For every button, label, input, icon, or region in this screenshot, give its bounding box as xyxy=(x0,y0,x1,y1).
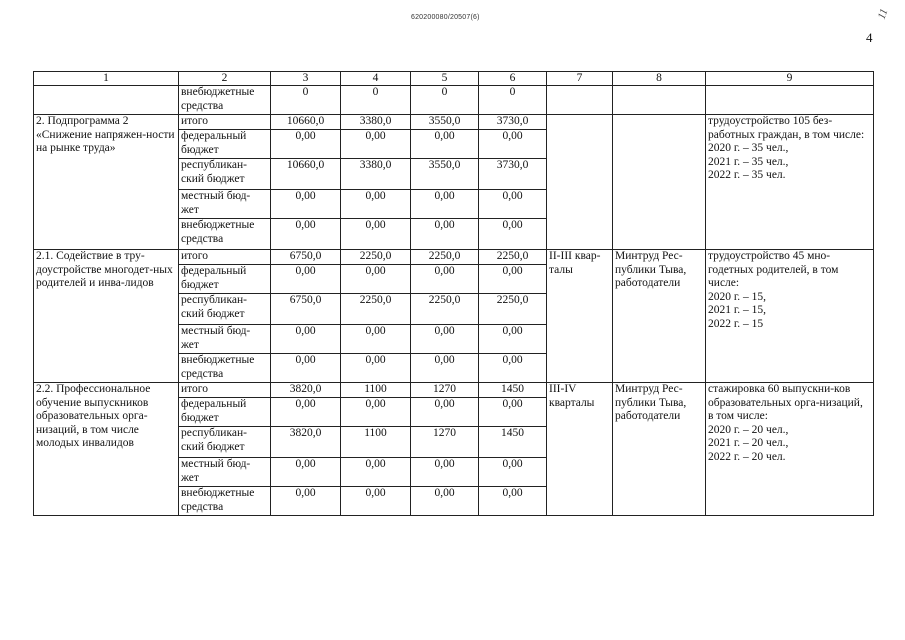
page-number: 4 xyxy=(866,30,873,45)
result-line: 2021 г. – 15, xyxy=(708,304,767,316)
period-cell xyxy=(547,115,613,250)
value-cell: 1450 xyxy=(479,427,547,458)
col-header: 7 xyxy=(547,72,613,86)
value-cell: 0,00 xyxy=(411,398,479,427)
value-cell: 6750,0 xyxy=(271,294,341,325)
value-cell: 3820,0 xyxy=(271,427,341,458)
program-funding-table xyxy=(33,71,874,516)
value-cell: 3380,0 xyxy=(341,159,411,190)
result-line: 2021 г. – 35 чел., xyxy=(708,155,789,168)
value-cell: 0,00 xyxy=(271,398,341,427)
table-row xyxy=(34,250,874,265)
value-cell: 2250,0 xyxy=(341,294,411,325)
document-id: 620200080/20507(6) xyxy=(411,14,480,21)
result-line: 2022 г. – 35 чел. xyxy=(708,169,786,181)
value-cell: 2250,0 xyxy=(479,250,547,265)
empty-cell xyxy=(547,86,613,115)
period-cell: III-IV кварталы xyxy=(547,383,613,516)
value-cell: 1270 xyxy=(411,383,479,398)
funding-source: местный бюд-жет xyxy=(179,325,271,354)
value-cell: 0,00 xyxy=(411,130,479,159)
value-cell: 0,00 xyxy=(411,487,479,516)
col-header: 3 xyxy=(271,72,341,86)
value-cell: 0,00 xyxy=(341,219,411,250)
value-cell: 0,00 xyxy=(479,458,547,487)
funding-source: итого xyxy=(179,250,271,265)
responsible-cell: Минтруд Рес-публики Тыва, работодатели xyxy=(613,383,706,516)
column-number-row xyxy=(34,72,874,86)
expected-result xyxy=(706,115,874,250)
value-cell: 0,00 xyxy=(271,219,341,250)
value-cell: 2250,0 xyxy=(411,250,479,265)
result-line: 2022 г. – 15 xyxy=(708,317,764,330)
value-cell: 0,00 xyxy=(341,354,411,383)
value-cell: 1270 xyxy=(411,427,479,458)
value-cell: 0,00 xyxy=(341,130,411,159)
value-cell: 6750,0 xyxy=(271,250,341,265)
value-cell: 0,00 xyxy=(341,458,411,487)
value-cell: 0,00 xyxy=(479,190,547,219)
value-cell: 0,00 xyxy=(341,190,411,219)
value-cell: 3820,0 xyxy=(271,383,341,398)
value-cell: 0,00 xyxy=(479,325,547,354)
value-cell: 3730,0 xyxy=(479,159,547,190)
funding-source: республикан-ский бюджет xyxy=(179,159,271,190)
value-cell: 0 xyxy=(479,86,547,115)
measure-name: 2.2. Профессиональное обучение выпускников образовательных орга-низаций, в том числе молодых инвалидов xyxy=(34,383,179,516)
value-cell: 0,00 xyxy=(411,190,479,219)
value-cell: 0,00 xyxy=(341,398,411,427)
value-cell: 0,00 xyxy=(479,219,547,250)
value-cell: 0,00 xyxy=(271,325,341,354)
funding-source: республикан-ский бюджет xyxy=(179,294,271,325)
funding-source: внебюджетные средства xyxy=(179,487,271,516)
funding-source: федеральный бюджет xyxy=(179,265,271,294)
value-cell: 10660,0 xyxy=(271,159,341,190)
value-cell: 0,00 xyxy=(271,265,341,294)
funding-source: местный бюд-жет xyxy=(179,190,271,219)
empty-cell xyxy=(706,86,874,115)
value-cell: 0,00 xyxy=(479,398,547,427)
value-cell: 3730,0 xyxy=(479,115,547,130)
value-cell: 0,00 xyxy=(271,458,341,487)
col-header: 1 xyxy=(34,72,179,86)
result-line: 2021 г. – 20 чел., xyxy=(708,437,789,449)
value-cell: 1100 xyxy=(341,427,411,458)
value-cell: 1100 xyxy=(341,383,411,398)
value-cell: 3550,0 xyxy=(411,115,479,130)
col-header: 4 xyxy=(341,72,411,86)
empty-cell xyxy=(613,86,706,115)
funding-source: федеральный бюджет xyxy=(179,398,271,427)
col-header: 2 xyxy=(179,72,271,86)
result-line: 2022 г. – 20 чел. xyxy=(708,450,786,463)
funding-source: итого xyxy=(179,115,271,130)
result-line: 2020 г. – 35 чел., xyxy=(708,142,789,154)
value-cell: 0 xyxy=(271,86,341,115)
value-cell: 0,00 xyxy=(271,487,341,516)
value-cell: 0,00 xyxy=(479,487,547,516)
col-header: 8 xyxy=(613,72,706,86)
value-cell: 0,00 xyxy=(479,265,547,294)
col-header: 6 xyxy=(479,72,547,86)
value-cell: 0,00 xyxy=(479,354,547,383)
value-cell: 10660,0 xyxy=(271,115,341,130)
value-cell: 0,00 xyxy=(271,190,341,219)
value-cell: 0 xyxy=(341,86,411,115)
value-cell: 0,00 xyxy=(411,325,479,354)
table-row xyxy=(34,86,874,115)
table-row xyxy=(34,383,874,398)
measure-name: 2. Подпрограмма 2 «Снижение напряжен-ности на рынке труда» xyxy=(34,115,179,250)
value-cell: 0 xyxy=(411,86,479,115)
value-cell: 0,00 xyxy=(411,354,479,383)
value-cell: 0,00 xyxy=(411,265,479,294)
value-cell: 0,00 xyxy=(411,219,479,250)
expected-result xyxy=(706,250,874,383)
value-cell: 1450 xyxy=(479,383,547,398)
empty-cell xyxy=(34,86,179,115)
value-cell: 2250,0 xyxy=(479,294,547,325)
col-header: 9 xyxy=(706,72,874,86)
period-cell: II-III квар-талы xyxy=(547,250,613,383)
expected-result xyxy=(706,383,874,516)
funding-source: итого xyxy=(179,383,271,398)
value-cell: 0,00 xyxy=(341,487,411,516)
result-line: стажировка 60 выпускни-ков образовательных орга-низаций, в том числе: xyxy=(708,383,863,422)
responsible-cell: Минтруд Рес-публики Тыва, работодатели xyxy=(613,250,706,383)
value-cell: 0,00 xyxy=(341,265,411,294)
value-cell: 0,00 xyxy=(271,130,341,159)
funding-source: внебюджетные средства xyxy=(179,86,271,115)
value-cell: 0,00 xyxy=(479,130,547,159)
result-line: 2020 г. – 20 чел., xyxy=(708,423,789,436)
funding-source: внебюджетные средства xyxy=(179,354,271,383)
result-line: трудоустройство 105 без-работных граждан, в том числе: xyxy=(708,115,865,141)
table-row xyxy=(34,115,874,130)
value-cell: 3550,0 xyxy=(411,159,479,190)
value-cell: 2250,0 xyxy=(341,250,411,265)
col-header: 5 xyxy=(411,72,479,86)
funding-source: республикан-ский бюджет xyxy=(179,427,271,458)
value-cell: 2250,0 xyxy=(411,294,479,325)
value-cell: 3380,0 xyxy=(341,115,411,130)
responsible-cell xyxy=(613,115,706,250)
measure-name: 2.1. Содействие в тру-доустройстве многодет-ных родителей и инва-лидов xyxy=(34,250,179,383)
handwritten-page-mark: 11 xyxy=(875,7,891,21)
value-cell: 0,00 xyxy=(341,325,411,354)
result-line: 2020 г. – 15, xyxy=(708,290,767,303)
value-cell: 0,00 xyxy=(271,354,341,383)
result-line: трудоустройство 45 мно-годетных родителей, в том числе: xyxy=(708,250,839,289)
funding-source: внебюджетные средства xyxy=(179,219,271,250)
funding-source: федеральный бюджет xyxy=(179,130,271,159)
funding-source: местный бюд-жет xyxy=(179,458,271,487)
value-cell: 0,00 xyxy=(411,458,479,487)
